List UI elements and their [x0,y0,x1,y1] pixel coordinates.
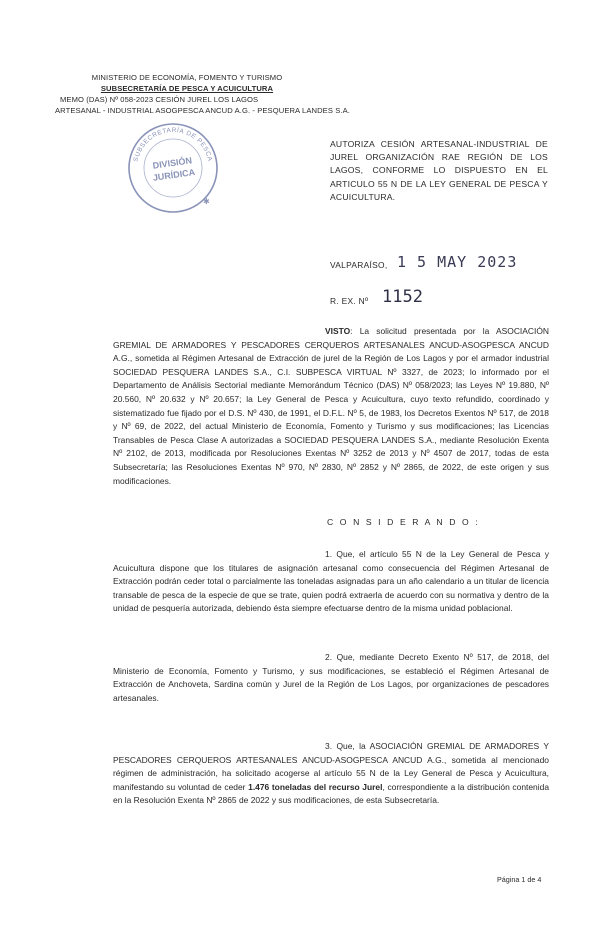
place-label: VALPARAÍSO, [330,260,388,270]
ceded-tonnage: 1.476 toneladas del recurso Jurel [248,781,383,792]
division-juridica-stamp [123,118,223,218]
ministry-name: MINISTERIO DE ECONOMÍA, FOMENTO Y TURISMO [91,73,283,82]
considerando-2: 2. Que, mediante Decreto Exento Nº 517, de 2018, del Ministerio de Economía, Fomento y Turismo, y sus modificaciones, se estableció el Régimen Artesanal de Extracción de Anchoveta, Sardina común y Jurel de la Región de Los Lagos, por organizaciones de pescadores artesanales. [113,652,549,703]
stamp-line2: JURÍDICA [152,167,196,183]
considerando-3: 3. Que, la ASOCIACIÓN GREMIAL DE ARMADORES Y PESCADORES CERQUEROS ARTESANALES ANCUD-ASOGPESCA ANCUD A.G., sometida al mencionado régimen de administración, ha solicitado acogerse al artículo 55 N de la Ley General de Pesca y Acuicultura, manifestando su voluntad de ceder 1.476 toneladas del recurso Jurel, correspondiente a la distribución contenida en la Resolución Exenta Nº 2865 de 2022 y sus modificaciones, de esta Subsecretaría. [113,741,550,806]
visto-label: VISTO [325,326,351,336]
stamp-star-icon: ✱ [203,197,210,206]
letterhead [55,72,350,116]
resolution-label: R. EX. Nº [330,296,369,306]
page-number: Página 1 de 4 [497,875,542,884]
memo-reference: MEMO (DAS) Nº 058-2023 CESIÓN JUREL LOS LAGOS [60,95,259,104]
visto-paragraph [113,325,549,488]
stamp-arc-text: SUBSECRETARÍA DE PESCA [132,126,214,163]
parties-reference: ARTESANAL - INDUSTRIAL ASOGPESCA ANCUD A.G. - PESQUERA LANDES S.A. [55,106,350,115]
stamp-line1: DIVISIÓN [152,155,193,171]
considerando-1: 1. Que, el artículo 55 N de la Ley General de Pesca y Acuicultura dispone que los titulares de asignación artesanal como consecuencia del Régimen Artesanal de Extracción podrán ceder total o parcialmente las toneladas asignadas para un año calendario a un titular de licencia transable de pesca de la especie de que se trate, quien podrá extraerla de acuerdo con su normativa y dentro de la unidad de pesquería autorizada, debiendo ésta siempre efectuarse dentro de la misma unidad poblacional. [113,549,549,614]
date-stamp: 1 5 MAY 2023 [397,253,518,271]
resolution-number: 1152 [382,287,423,307]
visto-text: : La solicitud presentada por la ASOCIACIÓN GREMIAL DE ARMADORES Y PESCADORES CERQUEROS ARTESANALES ANCUD-ASOGPESCA ANCUD A.G., sometida al Régimen Artesanal de Extracción de jurel de la Región de Los Lagos y por el armador industrial SOCIEDAD PESQUERA LANDES S.A., C.I. SUBPESCA VIRTUAL Nº 3327, de 2023; lo informado por el Departamento de Análisis Sectorial mediante Memorándum Técnico (DAS) Nº 058/2023; las Leyes Nº 19.880, Nº 20.560, Nº 20.632 y Nº 20.657; la Ley General de Pesca y Acuicultura, cuyo texto refundido, coordinado y sistematizado fue fijado por el D.S. Nº 430, de 1991, el D.F.L. Nº 5, de 1983, los Decretos Exentos Nº 517, de 2018 y Nº 69, de 2022, del actual Ministerio de Economía, Fomento y Turismo y sus modificaciones; las Licencias Transables de Pesca Clase A autorizadas a SOCIEDAD PESQUERA LANDES S.A., mediante Resolución Exenta Nº 2102, de 2013, modificada por Resoluciones Exentas Nº 3252 de 2013 y Nº 4507 de 2017, todas de esta Subsecretaría; las Resoluciones Exentas Nº 970, Nº 2830, Nº 2852 y Nº 2865, de 2022, de este origen y sus modificaciones. [113,326,549,486]
considerando-heading: C O N S I D E R A N D O : [327,517,480,527]
resolution-summary: AUTORIZA CESIÓN ARTESANAL-INDUSTRIAL DE JUREL ORGANIZACIÓN RAE REGIÓN DE LOS LAGOS, CONFORME LO DISPUESTO EN EL ARTICULO 55 N DE LA LEY GENERAL DE PESCA Y ACUICULTURA. [330,139,548,202]
subsecretaria-name: SUBSECRETARÍA DE PESCA Y ACUICULTURA [100,84,274,93]
